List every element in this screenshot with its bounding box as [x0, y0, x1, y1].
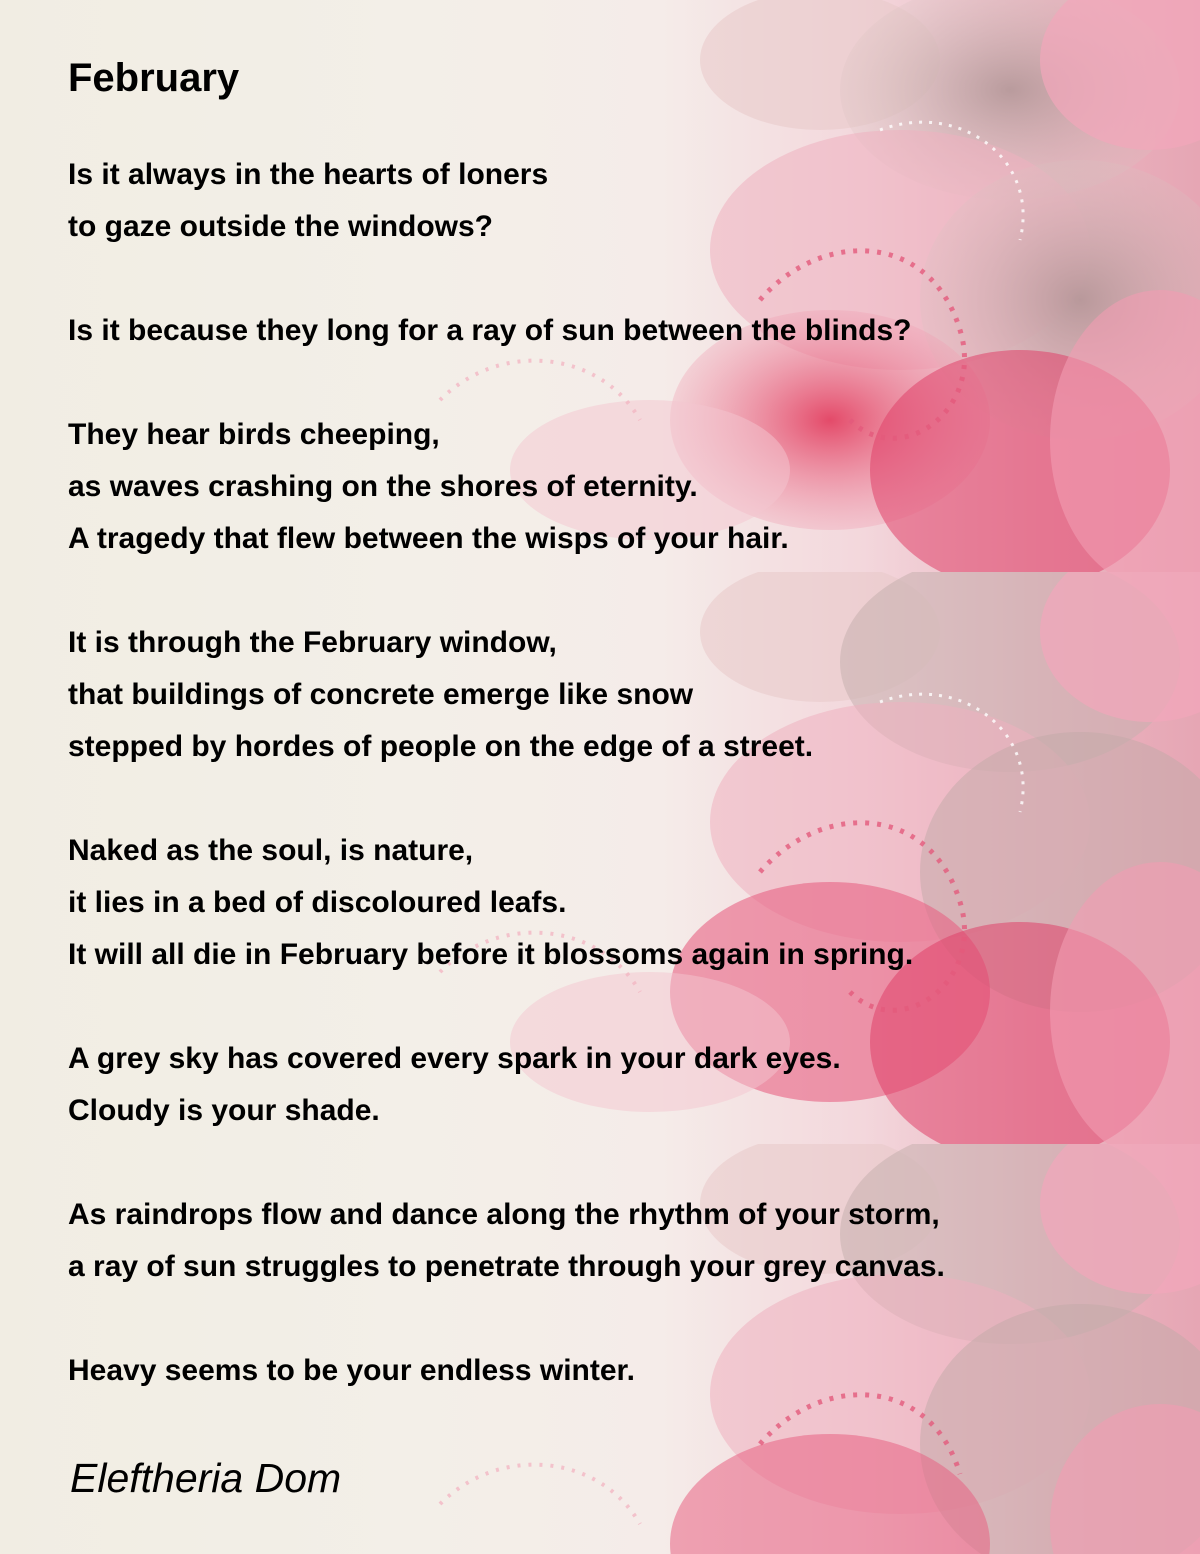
poem-line: Cloudy is your shade. [68, 1094, 380, 1127]
stanza [68, 825, 945, 981]
stanza [68, 1189, 945, 1293]
poem-body [68, 149, 945, 1397]
author-name: Eleftheria Dom [70, 1455, 342, 1501]
poem-line: They hear birds cheeping, [68, 418, 440, 451]
stanza-gap [68, 253, 945, 305]
stanza [68, 1033, 945, 1137]
stanza [68, 1345, 945, 1397]
stanza-gap [68, 773, 945, 825]
stanza [68, 149, 945, 253]
stanza-gap [68, 981, 945, 1033]
stanza [68, 305, 945, 357]
poem-line: it lies in a bed of discoloured leafs. [68, 886, 567, 919]
stanza-gap [68, 1137, 945, 1189]
poem-line: Is it always in the hearts of loners [68, 158, 549, 191]
poem-title: February [68, 56, 240, 100]
poem-line: As raindrops flow and dance along the rhythm of your storm, [68, 1198, 940, 1231]
stanza-gap [68, 1293, 945, 1345]
stanza-gap [68, 357, 945, 409]
stanza [68, 617, 945, 773]
poem-line: A grey sky has covered every spark in your dark eyes. [68, 1042, 841, 1075]
poem-line: Naked as the soul, is nature, [68, 834, 474, 867]
poem-line: Heavy seems to be your endless winter. [68, 1354, 635, 1387]
poem-line: A tragedy that flew between the wisps of your hair. [68, 522, 789, 555]
poem-line: as waves crashing on the shores of eternity. [68, 470, 698, 503]
poem-line: It is through the February window, [68, 626, 557, 659]
poem-line: stepped by hordes of people on the edge of a street. [68, 730, 814, 763]
stanza-gap [68, 565, 945, 617]
poem-line: Is it because they long for a ray of sun between the blinds? [68, 314, 912, 347]
poem-line: to gaze outside the windows? [68, 210, 494, 243]
poem-line: a ray of sun struggles to penetrate through your grey canvas. [68, 1250, 945, 1283]
stanza [68, 409, 945, 565]
poem-line: It will all die in February before it blossoms again in spring. [68, 938, 914, 971]
poem-line: that buildings of concrete emerge like snow [68, 678, 694, 711]
